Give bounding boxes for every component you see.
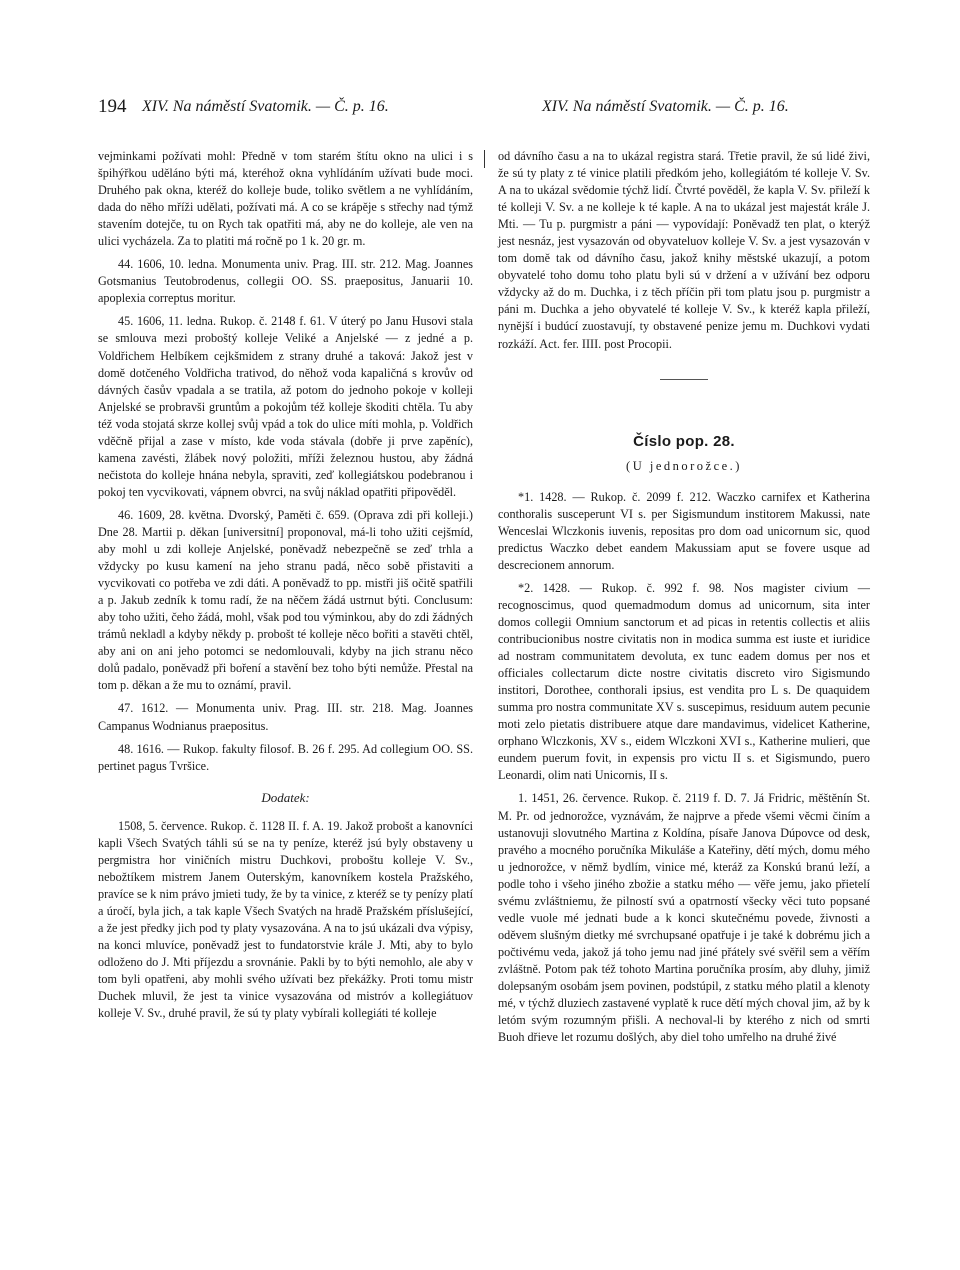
entry-45: 45. 1606, 11. ledna. Rukop. č. 2148 f. 61. V úterý po Janu Husovi stala se smlouva mezi proboštý kolleje Veliké a Anjelské — z jedné a p. Voldřichem Helbíkem cejkšmidem z strany druhé a taková: Jakož jest v domě dotčeného Voldřicha trativod, do něhož voda kapaličná s krovův od dávných časův vpadala a se tratila, až potom do jednoho pokoje v kolleji Anjelské se probravši gruntům a pokojům též kolleje škoditi chtěla. Tu aby též voda stojatá skrze kollej svůj vpád a tok do ulice míti mohla, p. Voldřich vděčně přijal a zase v místo, kde voda stávala (dobře ji prve zapěníc), kamena zavésti, žlábek nový položiti, mříži železnou hustou, aby žádná nečistota do kolleje hnána nebyla, spraviti, zeď kollegiátskou podebranou i pokoj ten vycvikovati, vápnem obvrci, na svůj náklad opatřiti připověděl. bbox=[98, 314, 473, 499]
page-header bbox=[98, 96, 818, 120]
running-head-left: XIV. Na náměstí Svatomik. — Č. p. 16. bbox=[142, 98, 389, 115]
section-rule bbox=[660, 379, 708, 380]
entry-47: 47. 1612. — Monumenta univ. Prag. III. str. 218. Mag. Joannes Campanus Wodnianus praepositus. bbox=[98, 701, 473, 733]
page-number: 194 bbox=[98, 96, 127, 117]
running-head-right: XIV. Na náměstí Svatomik. — Č. p. 16. bbox=[542, 98, 789, 115]
entry-48: 48. 1616. — Rukop. fakulty filosof. B. 26 f. 295. Ad collegium OO. SS. pertinet pagus Tvršice. bbox=[98, 741, 473, 773]
entry-46: 46. 1609, 28. května. Dvorský, Paměti č. 659. (Oprava zdi při kolleji.) Dne 28. Martii p. děkan [universitní] proponoval, má-li toho užiti cejšmíd, aby mohl u zdi kolleje Anjelské, poněvadž nebezpečně se zeď trhla a vždycky po kusu kamení na jeho stranu padá, něco sobě přistaviti a vycvikovati co potřeba ve zdi dáti. A poněvadž to pp. mistři jiš očitě spatřili a p. Jakub zedník k tomu radí, že na něčem žádá ustrnut býti. Conclusum: aby toho užiti, čeho žádá, mohl, však pod tou výminkou, aby do zdi žádných trámů nekladl a kdyby někdy p. probošt té kolleje něco bořiti a stavěti chtěl, aby ani on ani jeho potomci se nedomlouvali, kdyby na jich stranu něco dolů padalo, poněvadž při boření a stavění bez toho býti nemůže. Přestal na tom p. děkan a že mu to oznámí, pravil. bbox=[98, 507, 473, 693]
entry-44: 44. 1606, 10. ledna. Monumenta univ. Prag. III. str. 212. Mag. Joannes Gotsmanius Teutobrodenus, collegii OO. SS. praepositus, Januarii 10. apoplexia correptus moritur. bbox=[98, 257, 473, 306]
appendix-entry: 1508, 5. července. Rukop. č. 1128 II. f. A. 19. Jakož probošt a kanovníci kapli Všech Svatých táhli sú se na ty peníze, kteréž jsú byly obstaveny u pergmistra hor viničních mistru Duchkovi, proboštu kolleje V. Sv., nebožtíkem mistrem Janem Outerským, kanovníkem kostela Pražského, pravíce se k nim právo jmieti tudy, že by ta vinice, z kteréž se ty penízy platí a úročí, byla jich, a tak kaple Všech Svatých na hradě Pražském příslušející, a že jest předky jich pod ty platy vysazována. A na to jsú ukázali dva výpisy, na konci mluvíce, poněvadž jest to fundatorstvie krále J. Mti, aby to bylo odloženo do J. Mti příjezdu a srovnánie. Pakli by to býti nemohlo, ale aby v tom byli opatřeni, aby mohli svého užívati bez překážky. Proti tomu mistr Duchek mluvil, že jest ta vinice vysazována od mistróv a kollegiátuov kolleje V. Sv., druhé pravil, že sú ty platy vybírali kollegiáti té kolleje bbox=[98, 818, 473, 1021]
right-column bbox=[498, 148, 870, 1046]
entry-1451: 1. 1451, 26. července. Rukop. č. 2119 f. D. 7. Já Fridric, měštěnín St. M. Pr. od jednorožce, vyznávám, že najprve a přede všemi věcmi činím a ustanovuji slovutného Martina z Koldína, písaře Janova Dúpovce od desk, pravého a mocného poručníka Mikuláše a Kateřiny, dětí mých, domu mého u jednorožce, v němž bydlím, vinice mé, kteráž za Konskú branú leží, a podle toho i všeho jiného zbožie a statku mého — věře jemu, jako přietelí svému zvláštniemu, že pilností svú a opatrností všecky věci tuto popsané vedle vuole mé jednati bude a k konci skutečnému povede, živnosti a oděvem slušným dietky mé svrchupsané opatřuje i je také k dobrému jich a počtivému veda, jakož já toho jemu nad jiné přátely své svěřil sem a věřím zvláštně. Potom pak též tohoto Martina poručníka prosím, aby dluhy, jimiž dolepsaným osobám jsem povinen, podstúpil, z statku mého platil a klenoty mé, v týchž dluziech zastavené vyplatě k ruce dětí mých choval jim, až by k letóm svým rozumným přišli. A nechoval-li by kterého z nich od smrti Buoh dřieve let rozumu došlých, aby diel toho umřelho na druhé živé bbox=[498, 791, 870, 1045]
entry-1428-1: *1. 1428. — Rukop. č. 2099 f. 212. Waczko carnifex et Katherina conthoralis susceperunt VI s. per Sigismundum institorem Makussi, nate Wenceslai Wlczkonis iuvenis, repositas pro dom oad unicornum sic, quod predictus Waczko debet eandem Makussiam aput se fovere usque ad descrecionem annorum. bbox=[498, 489, 870, 572]
appendix-heading: Dodatek: bbox=[261, 789, 310, 805]
section-heading: Číslo pop. 28. bbox=[633, 432, 735, 450]
column-divider bbox=[484, 150, 485, 168]
paragraph: vejminkami požívati mohl: Předně v tom starém štítu okno na ulici i s špihýřkou uděláno býti má, kteréhož okna vyhlídáním užívati bude moci. Druhého pak okna, kteréž do kolleje bude, toliko světlem a ne vyhlídáním, dada do něho mříži udělati, požívati má. A co se krápěje s střechy nad týmž stavením dotejče, tu on Rych tak opatřiti má, aby ne do kolleje, ale ven na ulici vycházela. Za to platiti má ročně po 1 k. 20 gr. m. bbox=[98, 149, 473, 249]
section-subheading: (U jednorožce.) bbox=[626, 458, 742, 473]
left-column bbox=[98, 148, 473, 1022]
paragraph: od dávního času a na to ukázal registra stará. Třetie pravil, že sú lidé živi, že sú ty platy z té vinice platili předkóm jeho, kollegiátóm té kolleje V. Sv. A na to ukázal svědomie týchž lidí. Čtvrté pověděl, že kapla V. Sv. přileží k té kolleji V. Sv. a ne kolleje k té kaple. A na to ukázal jest majestát krále J. Mti. — Tu p. purgmistr a páni — vypovídají: Poněvadž ten plat, o kterýž jest nesnáz, jest vysazován od obyvateluov kolleje V. Sv. a jest vysazován v tom domě tak od dávního času, jakož knihy městské ukazují, a potom obyvatelé toho domu toho platu byli sú v držení a v užívání bez odporu vždycky až do m. Duchka, i z těch příčin při tom platu jsou p. purgmistr a páni m. Duchka a jeho obyvatelé té kolleje V. Sv., k kteréž kapla přileží, nynější i budúcí zuostavují, ty obstavené penize jemu m. Duchkovi vydati rozkáží. Act. fer. IIII. post Procopii. bbox=[498, 149, 870, 351]
entry-1428-2: *2. 1428. — Rukop. č. 992 f. 98. Nos magister civium — recognoscimus, quod quemadmodum domus ad unicornum, sita inter domos collegii Omnium sanctorum et ad picas in retentis collectis et aliis contribucionibus nostre civitatis non in modica summa est iuste et iuridice ad nostram communitatem devoluta, ex tunc eadem domus per nos et officiales collectarum dicte nostre civitatis discreto viro Sigismundo institori, Dorothee, conthorali ipsius, est vendita pro L s. De quaquidem summa pro nostra communitate XV s. suscepimus, residuum autem pecunie moti zelo pietatis distribuere atque dare mandavimus, videlicet Katherine, orphano Wlczkonis, XV s., eidem Wlczkoni XVI s., Katherine mulieri, que eundem puerum fovit, in expensis pro victu II s. et Sigismundo, puero Leonardi, olim nati Unicornis, II s. bbox=[498, 580, 870, 783]
